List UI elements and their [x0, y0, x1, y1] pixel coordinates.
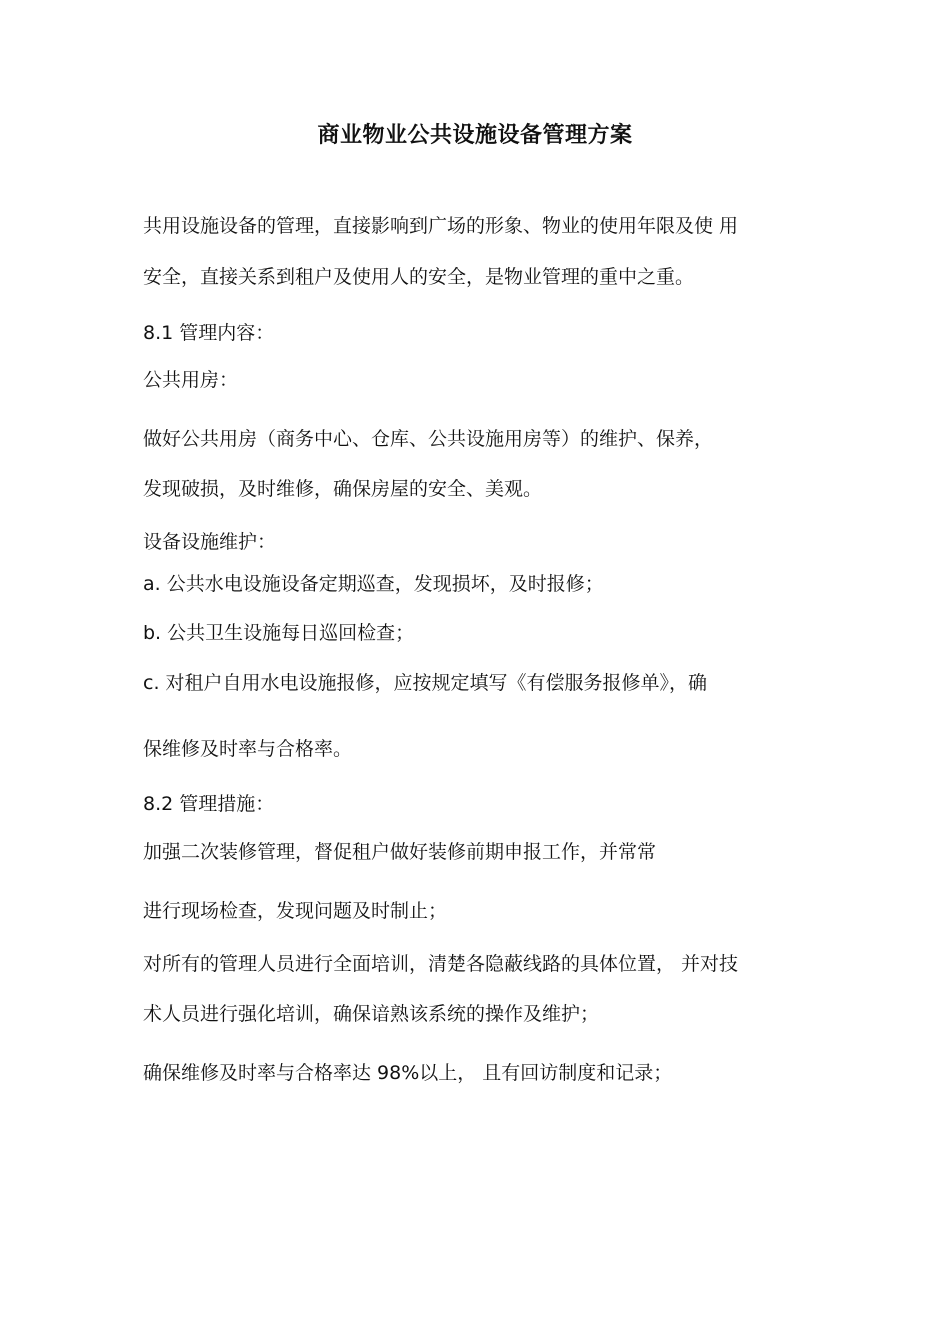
- section-heading-8-1: 8.1 管理内容：: [143, 322, 275, 344]
- body-line-6: 发现破损，及时维修，确保房屋的安全、美观。: [143, 478, 543, 500]
- list-item-c-continued: 保维修及时率与合格率。: [143, 738, 353, 760]
- body-line-5: 做好公共用房（商务中心、仓库、公共设施用房等）的维护、保养，: [143, 428, 714, 450]
- subheading-public-rooms: 公共用房：: [143, 369, 239, 391]
- subheading-equipment-maintenance: 设备设施维护：: [143, 531, 277, 553]
- section-heading-8-2: 8.2 管理措施：: [143, 793, 275, 815]
- body-line-17: 确保维修及时率与合格率达 98%以上， 且有回访制度和记录；: [143, 1062, 673, 1084]
- body-line-13: 加强二次装修管理，督促租户做好装修前期申报工作，并常常: [143, 841, 657, 863]
- body-line-15: 对所有的管理人员进行全面培训，清楚各隐蔽线路的具体位置， 并对技: [143, 953, 739, 975]
- body-line-1: 共用设施设备的管理，直接影响到广场的形象、物业的使用年限及使 用: [143, 215, 739, 237]
- body-line-14: 进行现场检查，发现问题及时制止；: [143, 900, 448, 922]
- list-item-a: a. 公共水电设施设备定期巡查，发现损坏，及时报修；: [143, 573, 604, 595]
- body-line-2: 安全，直接关系到租户及使用人的安全，是物业管理的重中之重。: [143, 266, 695, 288]
- list-item-b: b. 公共卫生设施每日巡回检查；: [143, 622, 415, 644]
- body-line-16: 术人员进行强化培训，确保谙熟该系统的操作及维护；: [143, 1003, 600, 1025]
- document-title: 商业物业公共设施设备管理方案: [317, 123, 633, 148]
- list-item-c: c. 对租户自用水电设施报修，应按规定填写《有偿服务报修单》，确: [143, 672, 708, 694]
